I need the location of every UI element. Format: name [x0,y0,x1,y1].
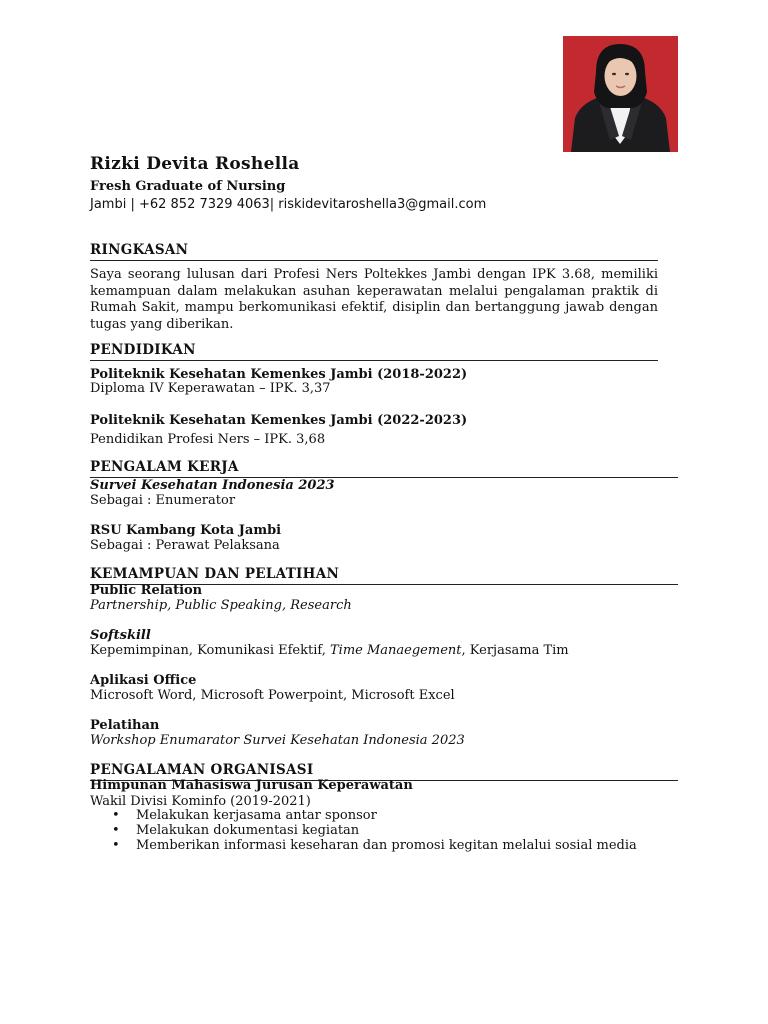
profile-photo [563,36,678,152]
education-detail: Diploma IV Keperawatan – IPK. 3,37 [90,381,331,396]
work-role: Sebagai : Perawat Pelaksana [90,538,280,553]
candidate-name: Rizki Devita Roshella [90,154,300,174]
work-heading: PENGALAM KERJA [90,459,239,475]
education-detail: Pendidikan Profesi Ners – IPK. 3,68 [90,432,326,447]
skill-value-part: Kepemimpinan, Komunikasi Efektif, [90,643,330,658]
person-portrait-icon [563,36,678,152]
skill-value [90,643,569,658]
skill-value: Partnership, Public Speaking, Research [90,598,352,613]
education-heading: PENDIDIKAN [90,342,196,358]
education-school: Politeknik Kesehatan Kemenkes Jambi (2018-2022) [90,367,468,382]
skill-value-italic: Time Manaegement [330,643,462,658]
organization-bullet: Melakukan kerjasama antar sponsor [136,808,377,823]
skill-label: Softskill [90,628,151,643]
work-place: RSU Kambang Kota Jambi [90,523,282,538]
work-place: Survei Kesehatan Indonesia 2023 [90,478,335,493]
skill-label: Public Relation [90,583,203,598]
training-value: Workshop Enumarator Survei Kesehatan Indonesia 2023 [90,733,465,748]
organization-bullet: Memberikan informasi keseharan dan promosi kegitan melalui sosial media [136,838,637,853]
skill-value: Microsoft Word, Microsoft Powerpoint, Microsoft Excel [90,688,455,703]
work-role: Sebagai : Enumerator [90,493,236,508]
contact-info: Jambi | +62 852 7329 4063| riskidevitaroshella3@gmail.com [90,197,487,212]
education-divider [90,360,658,361]
bullet-icon: • [112,838,120,853]
skill-value-part: , Kerjasama Tim [461,643,569,658]
bullet-icon: • [112,823,120,838]
education-school: Politeknik Kesehatan Kemenkes Jambi (2022-2023) [90,413,468,428]
organization-role: Wakil Divisi Kominfo (2019-2021) [90,794,311,809]
candidate-title: Fresh Graduate of Nursing [90,179,286,194]
skills-heading: KEMAMPUAN DAN PELATIHAN [90,566,340,582]
organization-bullet: Melakukan dokumentasi kegiatan [136,823,360,838]
summary-text: Saya seorang lulusan dari Profesi Ners Poltekkes Jambi dengan IPK 3.68, memiliki kemampuan dalam melakukan asuhan keperawatan melalui pengalaman praktik di Rumah Sakit, mampu berkomunikasi efektif, disiplin dan bertanggung jawab dengan tugas yang diberikan. [90,267,658,332]
bullet-icon: • [112,808,120,823]
organization-name: Himpunan Mahasiswa Jurusan Keperawatan [90,778,413,793]
organization-heading: PENGALAMAN ORGANISASI [90,762,314,778]
training-label: Pelatihan [90,718,160,733]
skill-label: Aplikasi Office [90,673,197,688]
summary-heading: RINGKASAN [90,242,189,258]
summary-divider [90,260,658,261]
